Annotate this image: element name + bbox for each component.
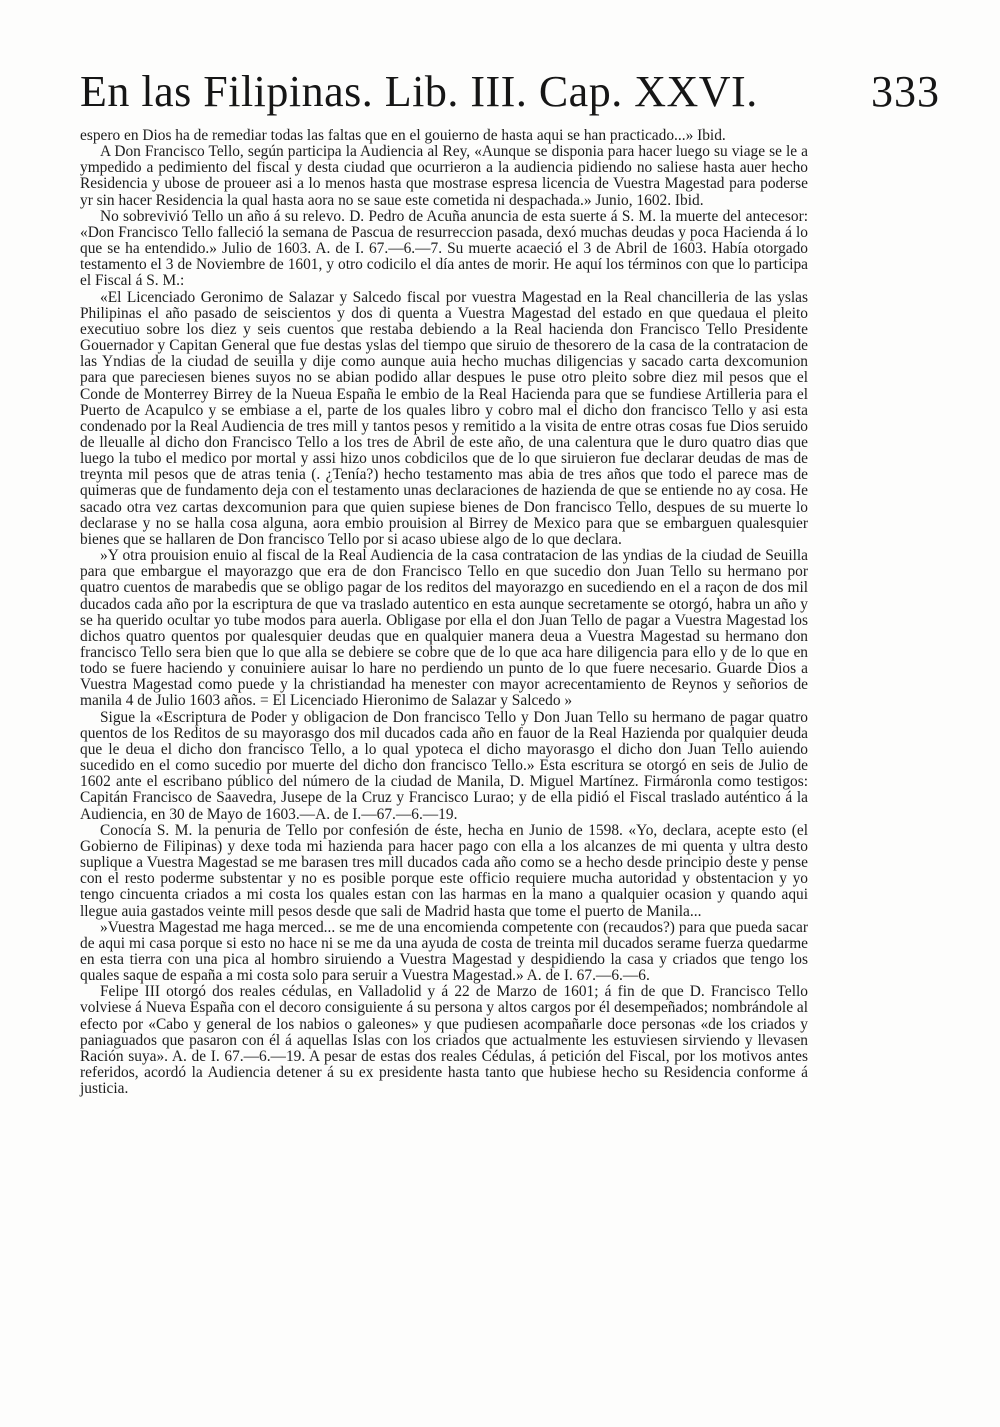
paragraph: Felipe III otorgó dos reales cédulas, en Valladolid y á 22 de Marzo de 1601; á fin de que D. Francisco Tello volviese á Nueva España con el decoro consiguiente á su persona y altos cargos por él desempeñados; nombrándole al efecto por «Cabo y general de los nabios o galeones» y que pudiesen acompañarle doce personas «de los criados y paniaguados que pasaron con él á aquellas Islas con los criados que actualmente les estuviesen sirviendo y llevasen Ración suya». A. de I. 67.—6.—19. A pesar de estas dos reales Cédulas, á petición del Fiscal, por los motivos antes referidos, acordó la Audiencia detener á su ex presidente hasta tanto que hubiese hecho su Residencia conforme á justicia. [80, 983, 808, 1098]
paragraph-quotation: »Y otra prouision enuio al fiscal de la Real Audiencia de la casa contratacion de las yndias de la ciudad de Seuilla para que embargue el mayorazgo que era de don Francisco Tello en que sucedio don Juan Tello su hermano por quatro cuentos de marabedis que se obligo pagar de los reditos del mayorazgo en sucediendo en el a raçon de dos mil ducados cada año por la escriptura de que va traslado autentico en esta aunque secretamente se otorgó, habra un año y se ha querido ocultar yo tube modos para auerla. Obligase por ella el don Juan Tello de pagar a Vuestra Magestad los dichos quatro quentos por qualesquier deudas que en qualquier manera deua a Vuestra Magestad su hermano don francisco Tello sera bien que lo que alla se debiere se cobre que de lo que aca hare diligencia para ello y de lo que en todo se fuere haciendo y conuiniere auisar lo hare no perdiendo un punto de lo que fuere necesario. Guarde Dios a Vuestra Magestad como puede y la christiandad ha menester con mayor acrecentamiento de Reynos y señorios de manila 4 de Julio 1603 años. = El Licenciado Hieronimo de Salazar y Salcedo » [80, 547, 808, 710]
paragraph: Sigue la «Escriptura de Poder y obligacion de Don francisco Tello y Don Juan Tello su hermano de pagar quatro quentos de los Reditos de su mayorasgo dos mil ducados cada año en fauor de la Real Hazienda por qualquier deuda que le deua el dicho don francisco Tello, a lo qual ypoteca el dicho mayorasgo el dicho don Juan Tello auiendo sucedido en el como sucedio por muerte del dicho don francisco Tello.» Esta escritura se otorgó en seis de Julio de 1602 ante el escribano público del número de la ciudad de Manila, D. Miguel Martínez. Firmáronla como testigos: Capitán Francisco de Saavedra, Jusepe de la Cruz y Francisco Lurao; y de ella pidió el Fiscal traslado auténtico á la Audiencia, en 30 de Mayo de 1603.—A. de I.—67.—6.—19. [80, 708, 808, 823]
paragraph: A Don Francisco Tello, según participa la Audiencia al Rey, «Aunque se disponia para hacer luego su viage se le a ympedido a pedimiento del fiscal y desta ciudad que ocurrieron a la audiencia pidiendo no saliese hasta auer hecho Residencia y ubose de proueer asi a lo menos hasta que mostrase espresa licencia de Vuestra Magestad para poderse yr sin hacer Residencia la qual hasta aora no se saue este cometida ni despachada.» Junio, 1602. Ibid. [80, 143, 808, 209]
body-text [80, 128, 808, 1097]
paragraph-quotation: »Vuestra Magestad me haga merced... se me de una encomienda competente con (recaudos?) para que pueda sacar de aqui mi casa porque si esto no hace ni se me da una ayuda de costa de treinta mil ducados serame fuerza quedarme en esta tierra con una pica al hombro siruiendo a Vuestra Magestad y despidiendo la casa y criados que tengo los quales saque de españa a mi costa solo para seruir a Vuestra Magestad.» A. de I. 67.—6.—6. [80, 918, 808, 985]
running-title: En las Filipinas. Lib. III. Cap. XXVI. [80, 67, 758, 116]
running-head [80, 62, 940, 122]
page-number: 333 [871, 67, 940, 116]
paragraph-continuation: espero en Dios ha de remediar todas las faltas que en el gouierno de hasta aqui se han practicado...» Ibid. [80, 127, 726, 144]
paragraph-quotation: «El Licenciado Geronimo de Salazar y Salcedo fiscal por vuestra Magestad en la Real chancilleria de las yslas Philipinas el año pasado de seiscientos y dos di quenta a Vuestra Magestad del estado en que quedaua el pleito executiuo sobre los diez y seis cuentos que restaba debiendo a la Real hacienda don Francisco Tello Presidente Gouernador y Capitan General que fue destas yslas del tiempo que siruio de thesorero de la casa de la contratacion de las Yndias de la ciudad de seuilla y dije como aunque auia hecho muchas diligencias y sacado carta dexcomunion para que pareciesen bienes suyos no se abian podido allar despues le puse otro pleito sobre diez mil pesos que el Conde de Monterrey Birrey de la Nueua España le embio de la Real Hacienda para que se fundiese Artilleria para el Puerto de Acapulco y se embiase a el, parte de los quales libro y cobro mal el dicho don francisco Tello y asi esta condenado por la Real Audiencia de tres mill y tantos pesos y remitido a la visita de entre otras cosas fue Dios seruido de lleualle al dicho don Francisco Tello a los tres de Abril de este año, de una calentura que le duro quatro dias que luego la tubo el medico por mortal y assi hizo unos cobdicilos que de lo que siruieron fue declarar deudas de mas de treynta mil pesos que de atras tenia (. ¿Tenía?) hecho testamento mas abia de tres años que todo el parece mas de quimeras que de fundamento deja con el testamento unas declaraciones de hazienda de que se entiende no ay cosa. He sacado otra vez cartas dexcomunion para que quien supiese bienes de Don francisco Tello, despues de su muerte lo declarase y no se halla cosa alguna, aora embio prouision al Birrey de Mexico para que se embarguen qualesquier bienes que se hallaren de Don francisco Tello por si acaso ubiese algo de lo que declara. [80, 288, 808, 548]
paragraph: No sobrevivió Tello un año á su relevo. D. Pedro de Acuña anuncia de esta suerte á S. M. la muerte del antecesor: «Don Francisco Tello falleció la semana de Pascua de resurreccion pasada, dexó muchas deudas y poca Hacienda á lo que se ha entendido.» Julio de 1603. A. de I. 67.—6.—7. Su muerte acaeció el 3 de Abril de 1603. Había otorgado testamento el 3 de Noviembre de 1601, y otro codicilo el día antes de morir. He aquí los términos con que lo participa el Fiscal á S. M.: [80, 207, 808, 290]
paragraph: Conocía S. M. la penuria de Tello por confesión de éste, hecha en Junio de 1598. «Yo, declara, acepte esto (el Gobierno de Filipinas) y dexe toda mi hazienda para hacer pago con ella a los alcanzes de mi quenta y ultra desto suplique a Vuestra Magestad se me barasen tres mill ducados cada año como se a hecho desde principio deste y pense con el resto poderme substentar y no es posible porque este officio requiere mucha autoridad y obstentacion y yo tengo cincuenta criados a mi costa los quales estan con las harmas en la mano a qualquier ocasion y quando aqui llegue auia gastados veinte mill pesos desde que sali de Madrid hasta que tome el puerto de Manila... [80, 821, 808, 920]
